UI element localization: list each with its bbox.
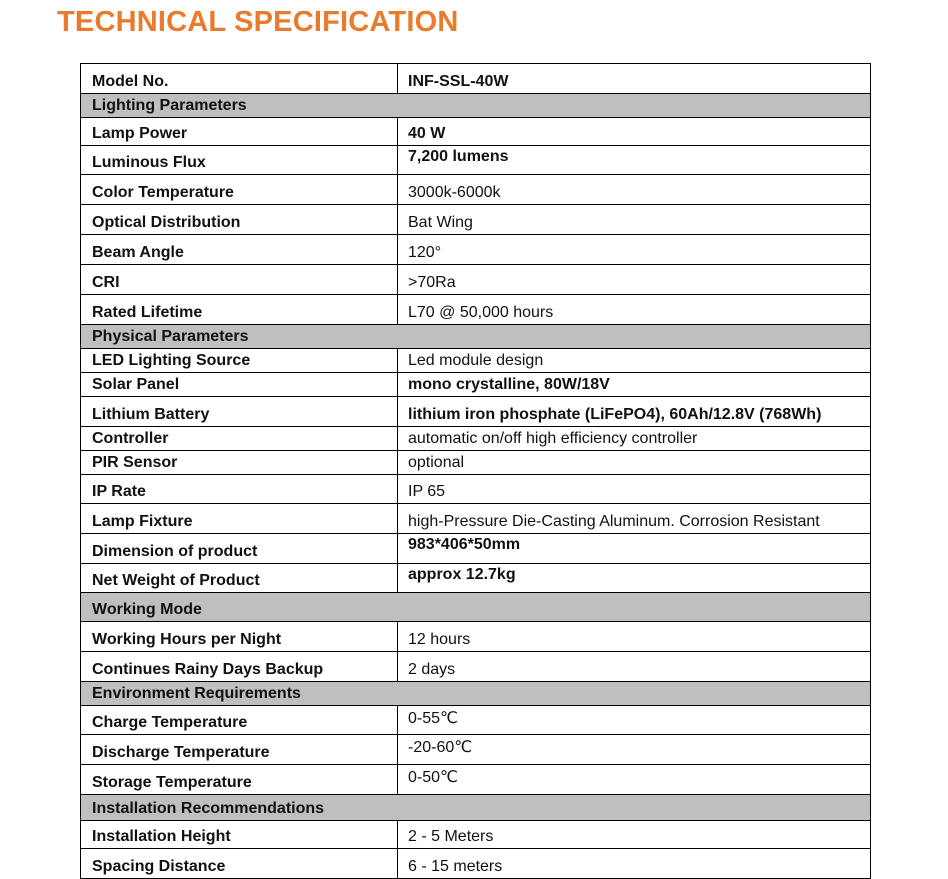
- table-row: [81, 349, 871, 373]
- section-title: Installation Recommendations: [81, 795, 398, 821]
- row-value: IP 65: [398, 475, 871, 504]
- row-value: mono crystalline, 80W/18V: [398, 373, 871, 397]
- row-label: Luminous Flux: [81, 146, 398, 175]
- table-row: [81, 118, 871, 146]
- row-label: Charge Temperature: [81, 706, 398, 735]
- row-value: Bat Wing: [398, 205, 871, 235]
- table-row: [81, 175, 871, 205]
- row-value: 3000k-6000k: [398, 175, 871, 205]
- row-value: 983*406*50mm: [398, 534, 871, 564]
- row-label: Working Hours per Night: [81, 622, 398, 652]
- row-label: Lithium Battery: [81, 397, 398, 427]
- row-label: Rated Lifetime: [81, 295, 398, 325]
- row-label: Installation Height: [81, 821, 398, 849]
- row-value: 7,200 lumens: [398, 146, 871, 175]
- section-title: Environment Requirements: [81, 682, 398, 706]
- row-label: Dimension of product: [81, 534, 398, 564]
- row-label: Controller: [81, 427, 398, 451]
- row-value: 0-55℃: [398, 706, 871, 735]
- row-value: >70Ra: [398, 265, 871, 295]
- row-value: 40 W: [398, 118, 871, 146]
- row-label: PIR Sensor: [81, 451, 398, 475]
- row-value: high-Pressure Die-Casting Aluminum. Corrosion Resistant: [398, 504, 871, 534]
- row-value: 12 hours: [398, 622, 871, 652]
- row-value: approx 12.7kg: [398, 564, 871, 593]
- table-row: [81, 622, 871, 652]
- table-row: [81, 821, 871, 849]
- table-row: [81, 235, 871, 265]
- table-row: [81, 534, 871, 564]
- section-title: Physical Parameters: [81, 325, 398, 349]
- page-title: TECHNICAL SPECIFICATION: [57, 6, 459, 38]
- row-value: automatic on/off high efficiency controller: [398, 427, 871, 451]
- section-title: Lighting Parameters: [81, 94, 398, 118]
- row-label: Lamp Fixture: [81, 504, 398, 534]
- row-value: lithium iron phosphate (LiFePO4), 60Ah/12.8V (768Wh): [398, 397, 871, 427]
- table-row: [81, 373, 871, 397]
- section-header-lighting: [81, 94, 871, 118]
- row-value: 6 - 15 meters: [398, 849, 871, 879]
- table-row: [81, 295, 871, 325]
- section-title: Working Mode: [81, 593, 398, 622]
- section-header-environment: [81, 682, 871, 706]
- table-row: [81, 146, 871, 175]
- spec-table: [80, 63, 871, 879]
- table-row: [81, 397, 871, 427]
- table-row: [81, 427, 871, 451]
- table-row: [81, 205, 871, 235]
- row-value: optional: [398, 451, 871, 475]
- row-label: Beam Angle: [81, 235, 398, 265]
- row-label: Continues Rainy Days Backup: [81, 652, 398, 682]
- row-value: 120°: [398, 235, 871, 265]
- row-label: Optical Distribution: [81, 205, 398, 235]
- table-row: [81, 564, 871, 593]
- row-label: LED Lighting Source: [81, 349, 398, 373]
- row-value: Led module design: [398, 349, 871, 373]
- table-row: [81, 765, 871, 795]
- table-row: [81, 451, 871, 475]
- model-label: Model No.: [81, 64, 398, 94]
- table-row: [81, 265, 871, 295]
- section-header-physical: [81, 325, 871, 349]
- table-row-model: [81, 64, 871, 94]
- row-label: Net Weight of Product: [81, 564, 398, 593]
- table-row: [81, 706, 871, 735]
- model-value: INF-SSL-40W: [398, 64, 871, 94]
- section-header-installation: [81, 795, 871, 821]
- row-label: Spacing Distance: [81, 849, 398, 879]
- table-row: [81, 475, 871, 504]
- table-row: [81, 504, 871, 534]
- row-value: 0-50℃: [398, 765, 871, 795]
- table-row: [81, 849, 871, 879]
- row-value: 2 - 5 Meters: [398, 821, 871, 849]
- table-row: [81, 735, 871, 765]
- row-value: L70 @ 50,000 hours: [398, 295, 871, 325]
- row-value: -20-60℃: [398, 735, 871, 765]
- section-header-working: [81, 593, 871, 622]
- row-value: 2 days: [398, 652, 871, 682]
- row-label: Color Temperature: [81, 175, 398, 205]
- row-label: Discharge Temperature: [81, 735, 398, 765]
- row-label: Lamp Power: [81, 118, 398, 146]
- row-label: Solar Panel: [81, 373, 398, 397]
- row-label: IP Rate: [81, 475, 398, 504]
- row-label: CRI: [81, 265, 398, 295]
- table-row: [81, 652, 871, 682]
- row-label: Storage Temperature: [81, 765, 398, 795]
